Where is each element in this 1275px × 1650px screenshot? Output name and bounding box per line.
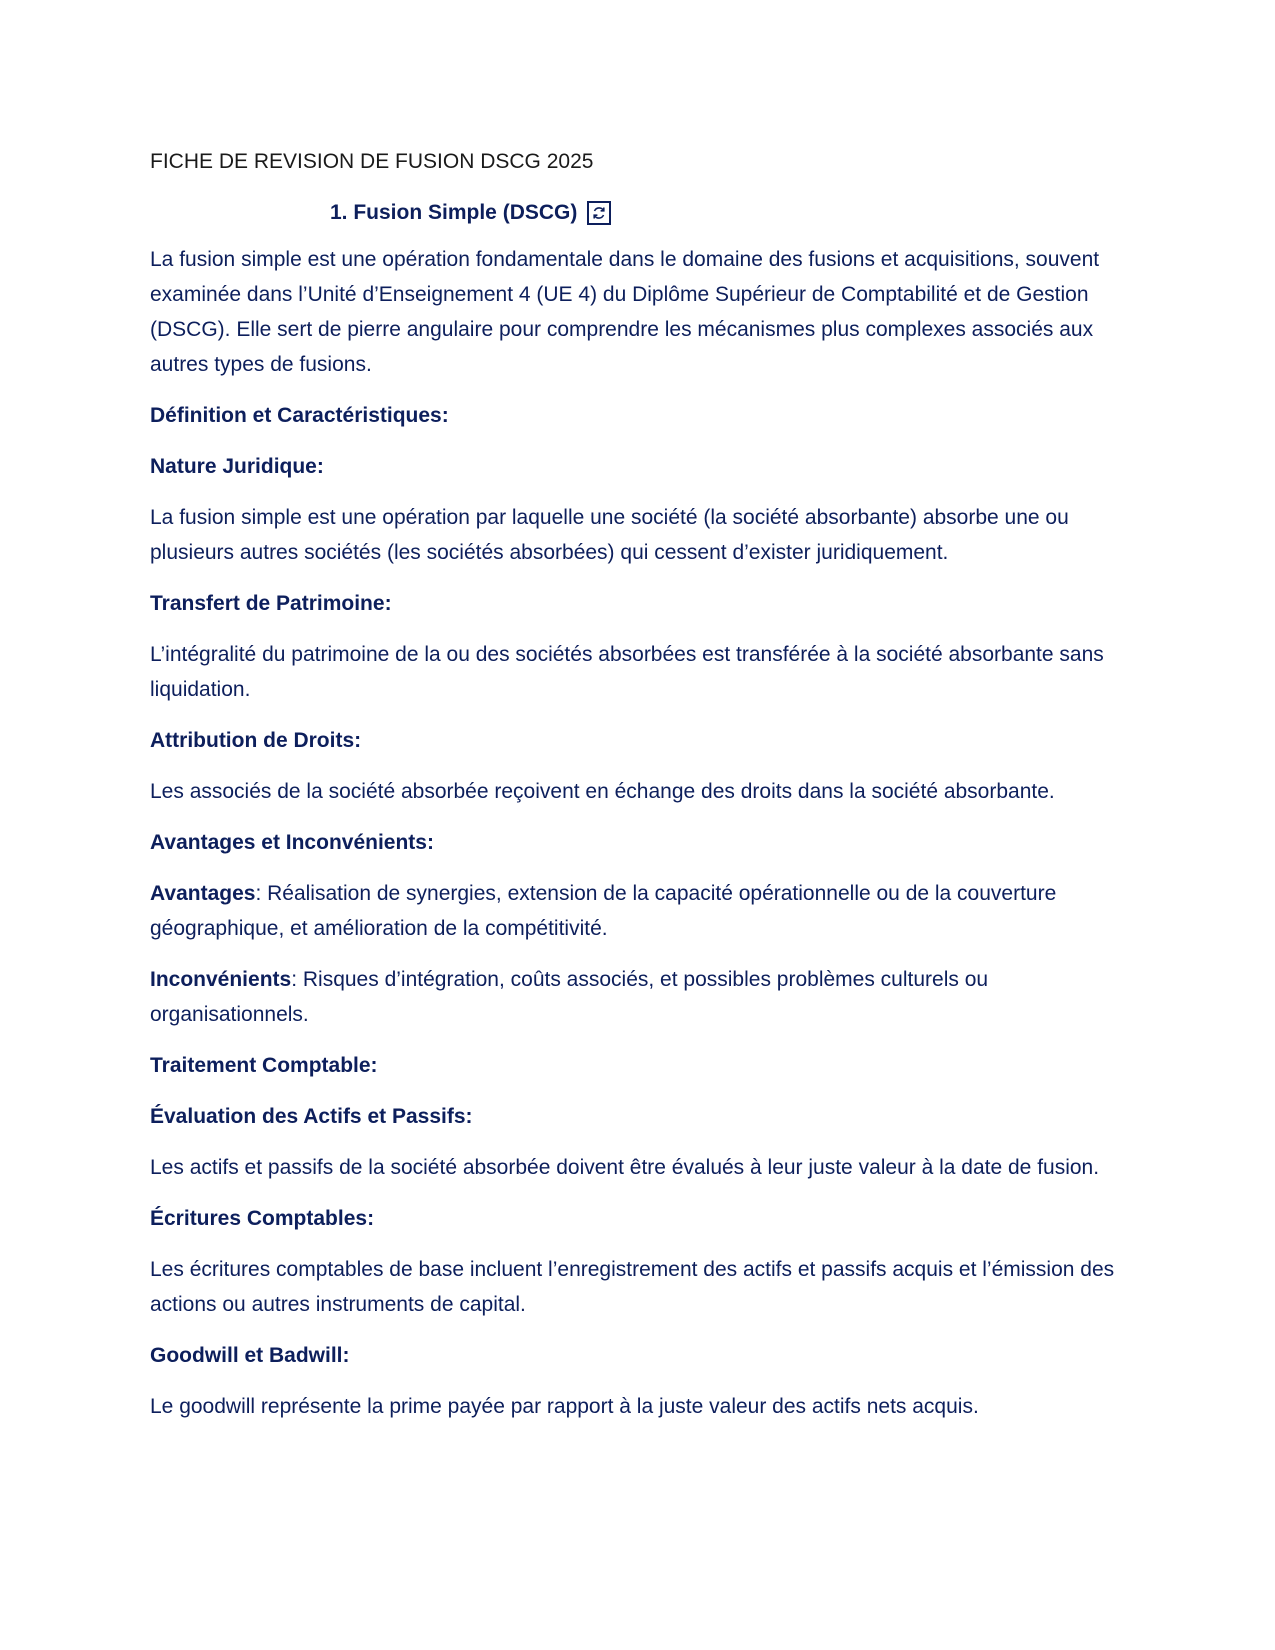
document-page [150,148,1140,1440]
avantages-label: Avantages [150,882,256,905]
traitement-heading: Traitement Comptable: [150,1054,378,1077]
goodwill-paragraph: Le goodwill représente la prime payée par rapport à la juste valeur des actifs nets acquis. [150,1395,979,1418]
inconvenients-paragraph [150,962,1140,1032]
goodwill-heading: Goodwill et Badwill: [150,1344,350,1367]
ecritures-heading: Écritures Comptables: [150,1207,375,1230]
document-title: FICHE DE REVISION DE FUSION DSCG 2025 [150,150,594,173]
inconvenients-text: : Risques d’intégration, coûts associés, et possibles problèmes culturels ou organisationnels. [150,968,989,1026]
refresh-icon [587,201,611,225]
section-heading-text: 1. Fusion Simple (DSCG) [330,201,578,224]
attribution-heading: Attribution de Droits: [150,729,362,752]
ecritures-paragraph: Les écritures comptables de base incluent l’enregistrement des actifs et passifs acquis et l’émission des actions ou autres instruments de capital. [150,1258,1115,1316]
evaluation-paragraph: Les actifs et passifs de la société absorbée doivent être évalués à leur juste valeur à la date de fusion. [150,1156,1100,1179]
intro-paragraph: La fusion simple est une opération fondamentale dans le domaine des fusions et acquisitions, souvent examinée dans l’Unité d’Enseignement 4 (UE 4) du Diplôme Supérieur de Comptabilité et de Gestion (DSCG). Elle sert de pierre angulaire pour comprendre les mécanismes plus complexes associés aux autres types de fusions. [150,248,1100,376]
nature-paragraph: La fusion simple est une opération par laquelle une société (la société absorbante) absorbe une ou plusieurs autres sociétés (les sociétés absorbées) qui cessent d’exister juridiquement. [150,506,1069,564]
attribution-paragraph: Les associés de la société absorbée reçoivent en échange des droits dans la société absorbante. [150,780,1055,803]
transfert-paragraph: L’intégralité du patrimoine de la ou des sociétés absorbées est transférée à la société absorbante sans liquidation. [150,643,1104,701]
definition-heading: Définition et Caractéristiques: [150,404,449,427]
inconvenients-label: Inconvénients [150,968,292,991]
section-heading [150,198,1140,228]
transfert-heading: Transfert de Patrimoine: [150,592,392,615]
avantages-paragraph [150,876,1140,946]
evaluation-heading: Évaluation des Actifs et Passifs: [150,1105,473,1128]
avantages-text: : Réalisation de synergies, extension de la capacité opérationnelle ou de la couverture géographique, et amélioration de la compétitivité. [150,882,1057,940]
nature-heading: Nature Juridique: [150,455,324,478]
avantages-heading: Avantages et Inconvénients: [150,831,434,854]
